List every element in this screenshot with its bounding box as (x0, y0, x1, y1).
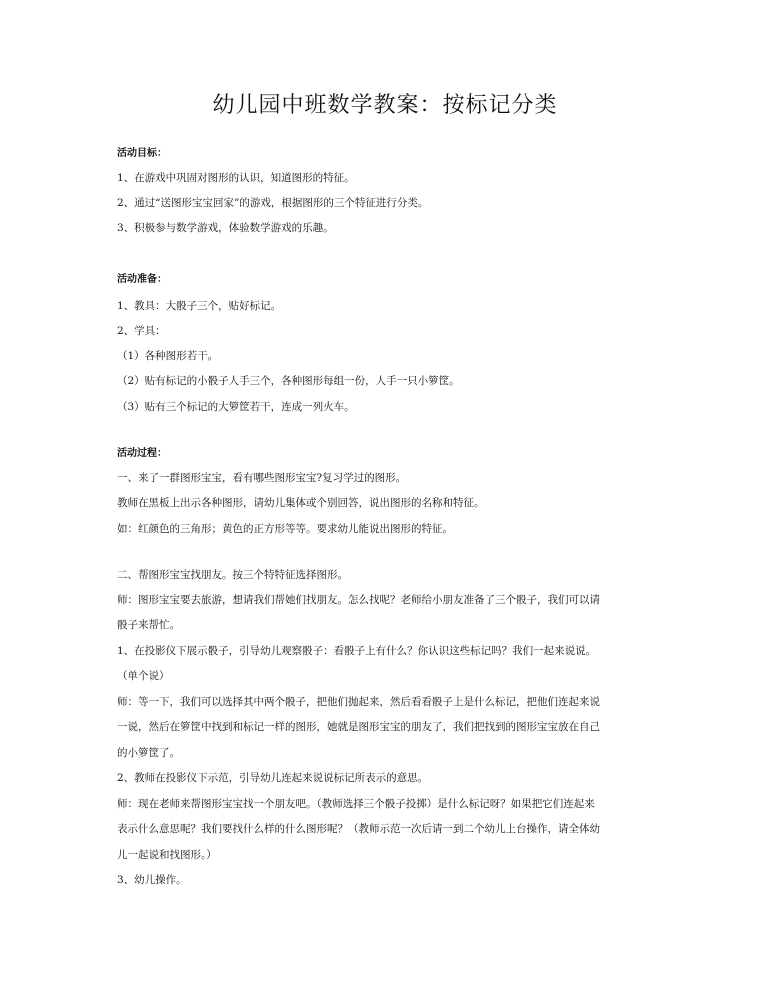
text-line: 3、积极参与数学游戏，体验数学游戏的乐趣。 (117, 222, 334, 234)
section-heading-process: 活动过程： (117, 448, 167, 459)
text-line: （1）各种图形若干。 (117, 350, 219, 362)
text-line: 1、在游戏中巩固对图形的认识，知道图形的特征。 (117, 172, 355, 184)
text-line: 二、帮图形宝宝找朋友。按三个特特征选择图形。 (117, 569, 348, 581)
text-line: 教师在黑板上出示各种图形，请幼儿集体或个别回答，说出图形的名称和特征。 (117, 497, 485, 509)
text-line: 1、教具：大骰子三个，贴好标记。 (117, 300, 282, 312)
section-heading-preparation: 活动准备： (117, 274, 167, 285)
text-line: 如：红颜色的三角形；黄色的正方形等等。要求幼儿能说出图形的特征。 (117, 523, 453, 535)
text-line: 一说，然后在箩筐中找到和标记一样的图形，她就是图形宝宝的朋友了，我们把找到的图形宝宝放在自己 (117, 721, 600, 733)
text-line: 2、学具： (117, 325, 166, 337)
text-line: 2、教师在投影仪下示范，引导幼儿连起来说说标记所表示的意思。 (117, 772, 429, 784)
text-line: （2）贴有标记的小骰子人手三个，各种图形每组一份，人手一只小箩筐。 (117, 375, 460, 387)
text-line: 一、来了一群图形宝宝，看有哪些图形宝宝?复习学过的图形。 (117, 472, 407, 484)
text-line: （3）贴有三个标记的大箩筐若干，连成一列火车。 (117, 401, 355, 413)
text-line: 师：现在老师来帮图形宝宝找一个朋友吧。（教师选择三个骰子投掷）是什么标记呀？如果把它们连起来 (117, 798, 595, 810)
text-line: 儿一起说和找图形。） (117, 849, 217, 861)
section-heading-goals: 活动目标： (117, 148, 167, 159)
text-line: 1、在投影仪下展示骰子，引导幼儿观察骰子：看骰子上有什么？你认识这些标记吗？我们一起来说说。 (117, 645, 597, 657)
text-line: 骰子来帮忙。 (117, 619, 180, 631)
text-line: 师：图形宝宝要去旅游，想请我们帮她们找朋友。怎么找呢？老师给小朋友准备了三个骰子，我们可以请 (117, 594, 600, 606)
text-line: 的小箩筐了。 (117, 747, 180, 759)
document-title: 幼儿园中班数学教案：按标记分类 (212, 93, 558, 118)
text-line: 师：等一下，我们可以选择其中两个骰子，把他们抛起来，然后看看骰子上是什么标记，把他们连起来说 (117, 696, 600, 708)
text-line: （单个说） (117, 670, 170, 682)
text-line: 3、幼儿操作。 (117, 874, 187, 886)
text-line: 表示什么意思呢？我们要找什么样的什么图形呢？（教师示范一次后请一到二个幼儿上台操作，请全体幼 (117, 823, 600, 835)
text-line: 2、通过“送图形宝宝回家”的游戏，根据图形的三个特征进行分类。 (117, 197, 429, 209)
